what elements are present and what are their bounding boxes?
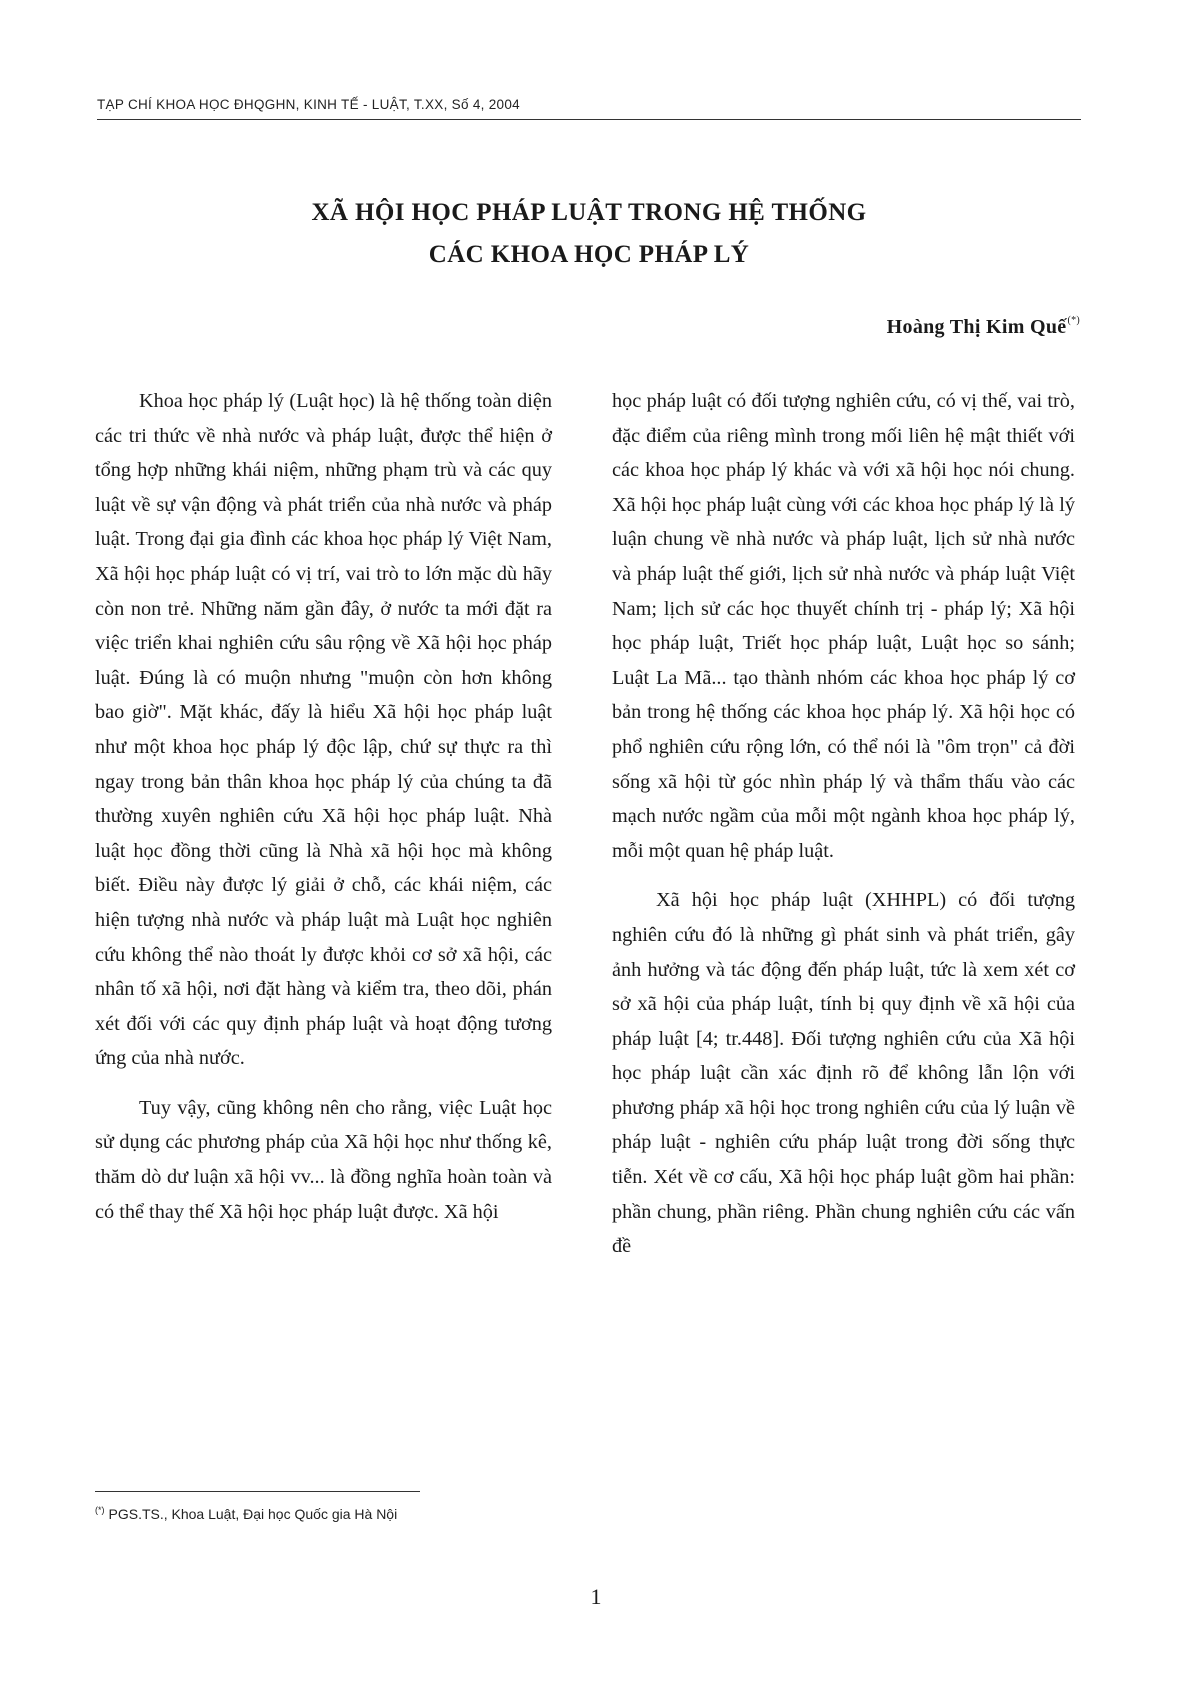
header-rule xyxy=(97,119,1081,120)
footnote-rule xyxy=(95,1491,420,1492)
footnote xyxy=(95,1505,397,1522)
journal-header: TẠP CHÍ KHOA HỌC ĐHQGHN, KINH TẾ - LUẬT, T.XX, Số 4, 2004 xyxy=(97,97,520,112)
author-name: Hoàng Thị Kim Quế xyxy=(886,316,1067,338)
footnote-mark: (*) xyxy=(95,1505,105,1515)
left-column xyxy=(95,384,552,1229)
left-paragraph-1: Khoa học pháp lý (Luật học) là hệ thống toàn diện các tri thức về nhà nước và pháp luật, được thể hiện ở tổng hợp những khái niệm, những phạm trù và các quy luật về sự vận động và phát triển của nhà nước và pháp luật. Trong đại gia đình các khoa học pháp lý Việt Nam, Xã hội học pháp luật có vị trí, vai trò to lớn mặc dù hãy còn non trẻ. Những năm gần đây, ở nước ta mới đặt ra việc triển khai nghiên cứu sâu rộng về Xã hội học pháp luật. Đúng là có muộn nhưng "muộn còn hơn không bao giờ". Mặt khác, đấy là hiểu Xã hội học pháp luật như một khoa học pháp lý độc lập, chứ sự thực ra thì ngay trong bản thân khoa học pháp lý của chúng ta đã thường xuyên nghiên cứu Xã hội học pháp luật. Nhà luật học đồng thời cũng là Nhà xã hội học mà không biết. Điều này được lý giải ở chỗ, các khái niệm, các hiện tượng nhà nước và pháp luật mà Luật học nghiên cứu không thể nào thoát ly được khỏi cơ sở xã hội, các nhân tố xã hội, nơi đặt hàng và kiểm tra, theo dõi, phán xét đối với các quy định pháp luật và hoạt động tương ứng của nhà nước. xyxy=(95,390,552,1070)
author-byline xyxy=(887,315,1080,339)
right-column xyxy=(612,384,1075,1264)
right-paragraph-1: học pháp luật có đối tượng nghiên cứu, có vị thế, vai trò, đặc điểm của riêng mình trong mối liên hệ mật thiết với các khoa học pháp lý khác và với xã hội học nói chung. Xã hội học pháp luật cùng với các khoa học pháp lý là lý luận chung về nhà nước và pháp luật, lịch sử nhà nước và pháp luật thế giới, lịch sử nhà nước và pháp luật Việt Nam; lịch sử các học thuyết chính trị - pháp lý; Xã hội học pháp luật, Triết học pháp luật, Luật học so sánh; Luật La Mã... tạo thành nhóm các khoa học pháp lý cơ bản trong hệ thống các khoa học pháp lý. Xã hội học có phổ nghiên cứu rộng lớn, có thể nói là "ôm trọn" cả đời sống xã hội từ góc nhìn pháp lý và thẩm thấu vào các mạch nước ngầm của mỗi một ngành khoa học pháp lý, mỗi một quan hệ pháp luật. xyxy=(612,390,1075,862)
left-paragraph-2: Tuy vậy, cũng không nên cho rằng, việc Luật học sử dụng các phương pháp của Xã hội học như thống kê, thăm dò dư luận xã hội vv... là đồng nghĩa hoàn toàn và có thể thay thế Xã hội học pháp luật được. Xã hội xyxy=(95,1096,552,1223)
right-paragraph-2: Xã hội học pháp luật (XHHPL) có đối tượng nghiên cứu đó là những gì phát sinh và phát triển, gây ảnh hưởng và tác động đến pháp luật, tức là xem xét cơ sở xã hội của pháp luật, tính bị quy định về xã hội của pháp luật [4; tr.448]. Đối tượng nghiên cứu của Xã hội học pháp luật cần xác định rõ để không lẫn lộn với phương pháp xã hội học trong nghiên cứu của lý luận về pháp luật - nghiên cứu pháp luật trong đời sống thực tiễn. Xét về cơ cấu, Xã hội học pháp luật gồm hai phần: phần chung, phần riêng. Phần chung nghiên cứu các vấn đề xyxy=(612,889,1075,1258)
footnote-text: PGS.TS., Khoa Luật, Đại học Quốc gia Hà Nội xyxy=(108,1506,398,1522)
article-title-line-2: CÁC KHOA HỌC PHÁP LÝ xyxy=(428,241,750,268)
author-footnote-mark: (*) xyxy=(1067,315,1080,326)
article-title-line-1: XÃ HỘI HỌC PHÁP LUẬT TRONG HỆ THỐNG xyxy=(311,199,867,226)
article-title xyxy=(97,192,1081,276)
page-number: 1 xyxy=(590,1584,602,1609)
